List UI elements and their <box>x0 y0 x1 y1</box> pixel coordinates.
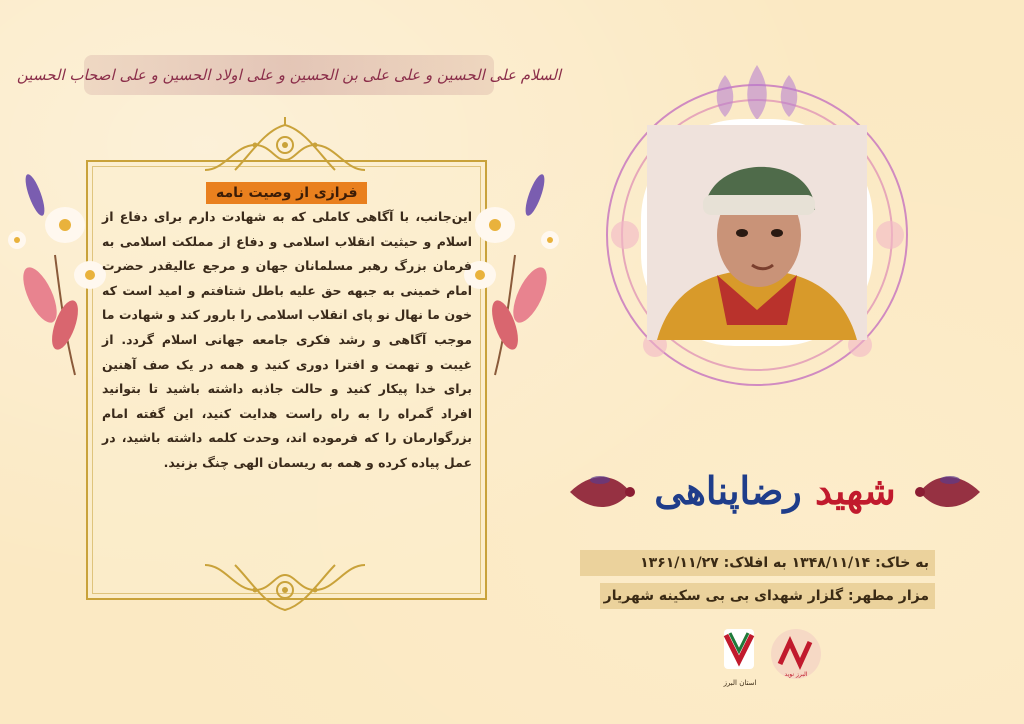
will-body-text: این‌جانب، با آگاهی کاملی که به شهادت دارم برای دفاع از اسلام و حیثیت انقلاب اسلامی و دفاع از مملکت اسلامی به فرمان بزرگ رهبر مسلمانان جهان و مرجع عالیقدر حضرت امام خمینی به جبهه حق علیه باطل شتافتم و امید است که خون ما نهال نو پای انقلاب اسلامی را بارور کند و شهادت ما موجب آگاهی و رشد فکری جامعه جهانی اسلام گردد. از غیبت و تهمت و افترا دوری کنید و همه در یک صف آهنین برای خدا پیکار کنید و حالت جاذبه داشته باشید تا بتوانید افراد گمراه را به راه راست هدایت کنید، این گفته امام بزرگوارمان را که فرموده اند، وحدت کلمه داشته باشید، در عمل پیاده کرده و همه به ریسمان الهی چنگ بزنید. <box>102 209 472 470</box>
flower-left-icon <box>5 165 115 385</box>
top-ornament-icon <box>195 115 375 175</box>
dates-text: به خاک: ۱۳۴۸/۱۱/۱۴ به افلاک: ۱۳۶۱/۱۱/۲۷ <box>580 550 935 576</box>
martyr-name-text: رضاپناهی <box>654 468 802 513</box>
calligraphy-text: السلام علی الحسین و علی علی بن الحسین و علی اولاد الحسین و علی اصحاب الحسین <box>16 66 562 84</box>
portrait-icon <box>647 125 867 340</box>
brand-logo-icon <box>770 628 822 680</box>
tomb-text: مزار مطهر: گلزار شهدای بی بی سکینه شهریار <box>600 583 935 609</box>
org-logo-icon <box>712 625 768 691</box>
calligraphy-banner <box>16 55 562 95</box>
martyr-prefix: شهید <box>814 468 896 513</box>
bottom-ornament-icon <box>200 560 370 620</box>
brand-caption: البرز نوید <box>784 671 808 678</box>
martyr-photo <box>647 125 867 340</box>
will-title: فرازی از وصیت نامه <box>206 182 367 204</box>
martyr-name <box>640 462 910 520</box>
org-caption: استان البرز <box>723 679 757 687</box>
